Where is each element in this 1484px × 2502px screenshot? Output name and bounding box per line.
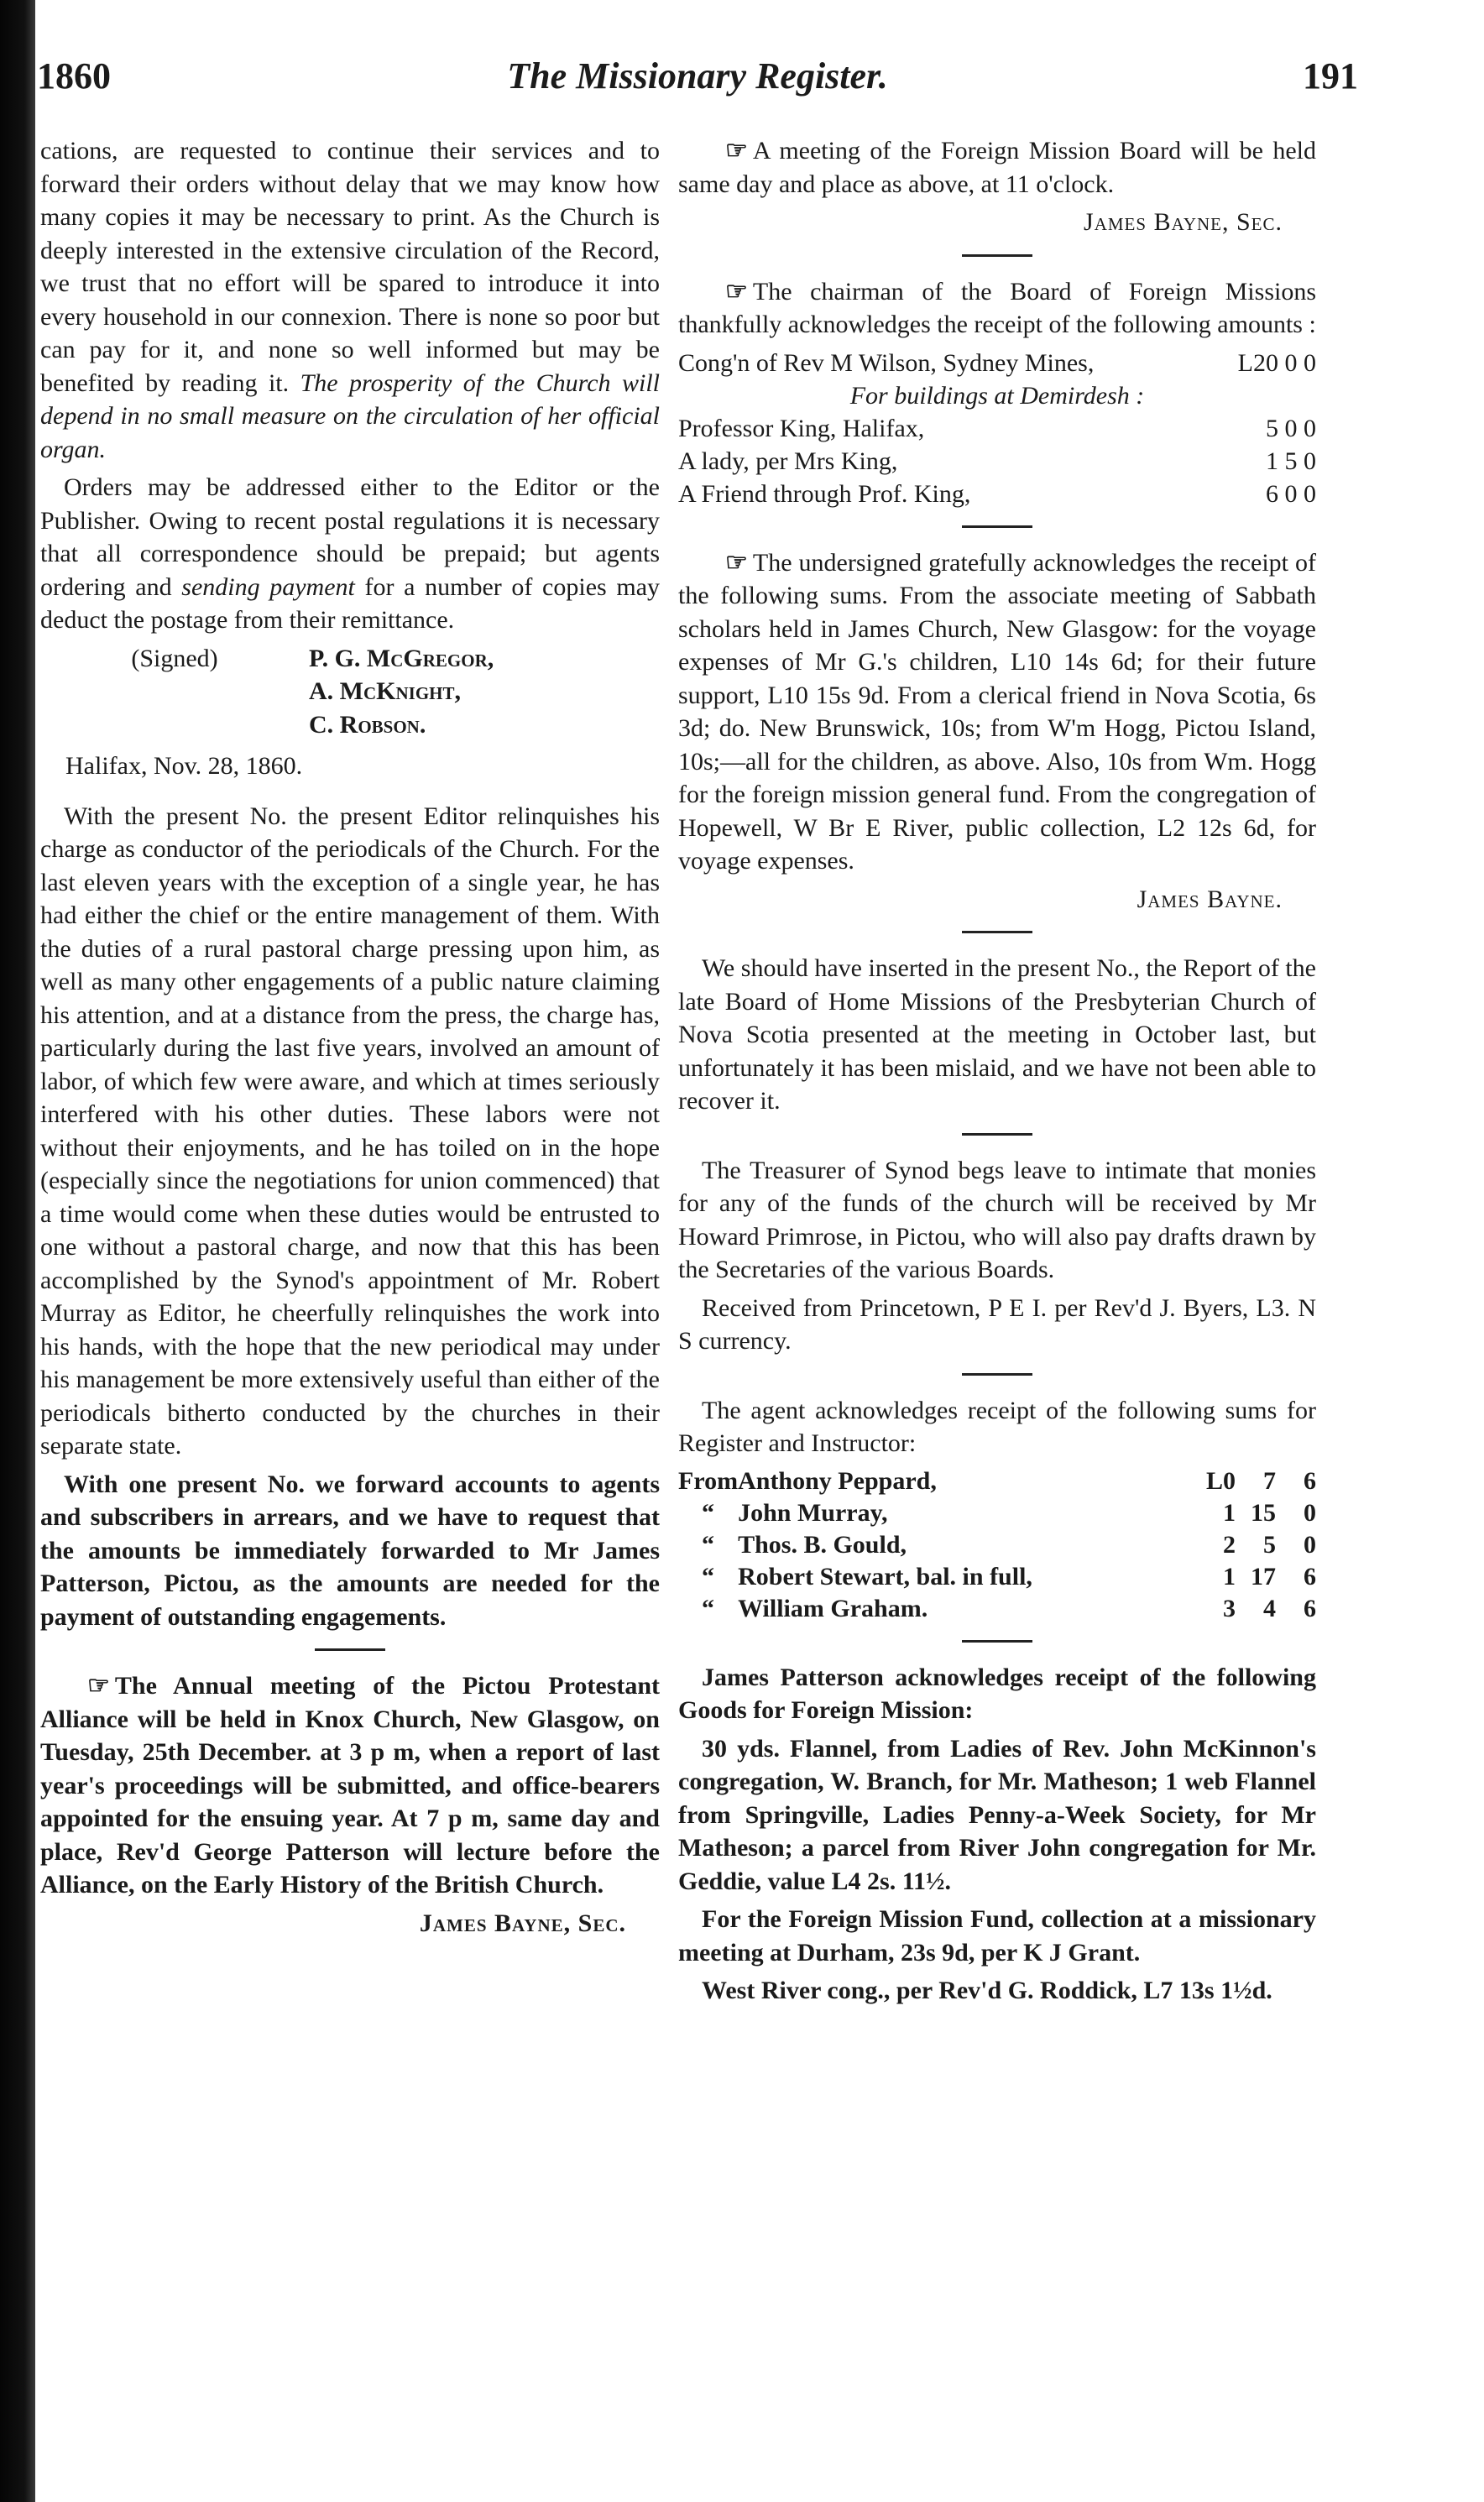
- row-pounds: 1: [1223, 1562, 1236, 1591]
- row-pounds: 2: [1223, 1530, 1236, 1559]
- header-year: 1860: [37, 55, 111, 97]
- row-prefix: “: [702, 1498, 715, 1527]
- row-shillings: 15: [1251, 1498, 1276, 1527]
- row-name: Anthony Peppard,: [738, 1466, 937, 1495]
- signature-block: [40, 642, 660, 742]
- divider-rule: [962, 1373, 1032, 1376]
- register-receipts: [678, 1465, 1316, 1625]
- amount-label: A lady, per Mrs King,: [678, 447, 898, 475]
- divider-rule: [962, 931, 1032, 933]
- table-row: [678, 347, 1316, 379]
- row-pence: 6: [1304, 1562, 1316, 1591]
- notice-7d: West River cong., per Rev'd G. Roddick, L7 13s 1½d.: [702, 1977, 1272, 2004]
- amount-value: L20 0 0: [1237, 348, 1316, 377]
- pointing-hand-icon: ☞: [725, 548, 748, 577]
- notice-5b: Received from Princetown, P E I. per Rev'd J. Byers, L3. N S currency.: [678, 1293, 1316, 1355]
- table-row: [678, 379, 1316, 412]
- table-row: [678, 445, 1316, 478]
- table-row: [678, 1593, 1316, 1625]
- table-row: [678, 412, 1316, 445]
- notice-6: The agent acknowledges receipt of the following sums for Register and Instructor:: [678, 1396, 1316, 1457]
- left-paragraph-4: With one present No. we forward accounts to agents and subscribers in arrears, and we have to request that the amounts be immediately forwarded to Mr James Patterson, Pictou, as the amounts are needed for the payment of outstanding engagements.: [40, 1470, 660, 1631]
- divider-rule: [962, 1640, 1032, 1643]
- row-prefix: “: [702, 1530, 715, 1559]
- notice-4: We should have inserted in the present No., the Report of the late Board of Home Missions of the Presbyterian Church of Nova Scotia presented at the meeting in October last, but unfortunately it has been mislaid, and we have not been able to recover it.: [678, 954, 1316, 1115]
- foreign-mission-amounts: [678, 347, 1316, 510]
- left-paragraph-2-italic: sending payment: [181, 572, 355, 601]
- right-column: [678, 134, 1316, 2013]
- left-paragraph-2-text-a: Orders may be addressed either to the Editor or the Publisher. Owing to recent postal regulations it is necessary that all correspondence should be prepaid; but agents ordering and: [40, 473, 660, 601]
- divider-rule: [962, 1133, 1032, 1136]
- row-pence: 0: [1304, 1498, 1316, 1527]
- pointing-hand-icon: ☞: [725, 137, 748, 165]
- row-pounds: 3: [1223, 1594, 1236, 1622]
- row-pence: 6: [1304, 1594, 1316, 1622]
- row-pence: 6: [1304, 1466, 1316, 1495]
- signer-1: P. G. McGregor,: [309, 644, 494, 672]
- notice-3: [678, 546, 1316, 878]
- pointing-hand-icon: ☞: [725, 277, 748, 306]
- book-spine-shadow: [0, 0, 35, 2502]
- page-header: [37, 47, 1358, 106]
- notice-3-signature: James Bayne.: [1137, 885, 1283, 913]
- left-paragraph-5: [40, 1669, 660, 1902]
- amount-value: 5 0 0: [1266, 414, 1316, 442]
- row-shillings: 7: [1263, 1466, 1276, 1495]
- notice-1: [678, 134, 1316, 201]
- table-row: [678, 1465, 1316, 1497]
- row-name: William Graham.: [738, 1594, 928, 1622]
- left-paragraph-2-text-b: for a number of copies may deduct the postage from their remittance.: [40, 572, 661, 634]
- notice-7b: 30 yds. Flannel, from Ladies of Rev. John McKinnon's congregation, W. Branch, for Mr. Matheson; 1 web Flannel from Springville, Ladies Penny-a-Week Society, for Mr Matheson; a parcel from River John congregation for Mr. Geddie, value L4 2s. 11½.: [678, 1734, 1316, 1895]
- table-row: [678, 1497, 1316, 1529]
- row-prefix: From: [678, 1466, 739, 1495]
- amount-label: A Friend through Prof. King,: [678, 479, 971, 508]
- left-paragraph-2: [40, 471, 660, 637]
- notice-3-text: The undersigned gratefully acknowledges the receipt of the following sums. From the associate meeting of Sabbath scholars held in James Church, New Glasgow: for the voyage expenses of Mr G.'s children, L10 14s 6d; for their future support, L10 15s 9d. From a clerical friend in Nova Scotia, 6s 3d; do. New Brunswick, 10s; from W'm Hogg, Pictou Island, 10s;—all for the children, as above. Also, 10s from Wm. Hogg for the foreign mission general fund. From the congregation of Hopewell, W Br E River, public collection, L2 12s 6d, for voyage expenses.: [678, 548, 1316, 875]
- row-pounds: L0: [1205, 1466, 1236, 1495]
- amount-label: Professor King, Halifax,: [678, 414, 925, 442]
- notice-5: The Treasurer of Synod begs leave to intimate that monies for any of the funds of the church will be received by Mr Howard Primrose, in Pictou, who will also pay drafts drawn by the Secretaries of the various Boards.: [678, 1156, 1316, 1283]
- left-paragraph-3: With the present No. the present Editor relinquishes his charge as conductor of the periodicals of the Church. For the last eleven years with the exception of a single year, he has had either the chief or the entire management of them. With the duties of a rural pastoral charge pressing upon him, as well as many other engagements of a public nature claiming his attention, and at a distance from the press, the charge has, particularly during the last five years, involved an amount of labor, of which few were aware, and which at times seriously interfered with his other duties. These labors were not without their enjoyments, and he has toiled on in the hope (especially since the negotiations for union commenced) that a time would come when these duties would be entrusted to one without a pastoral charge, and now that this has been accomplished by the Synod's appointment of Mr. Robert Murray as Editor, he cheerfully relinquishes the work into his hands, with the hope that the new periodical may under his management be more extensively useful than either of the periodicals bitherto conducted by the churches in their separate state.: [40, 802, 660, 1460]
- subheading: For buildings at Demirdesh :: [849, 381, 1145, 410]
- notice-7c: For the Foreign Mission Fund, collection at a missionary meeting at Durham, 23s 9d, per K J Grant.: [678, 1905, 1316, 1967]
- left-paragraph-1: [40, 134, 660, 466]
- left-paragraph-1-italic: The prosperity of the Church will depend in no small measure on the circulation of her official organ.: [40, 368, 661, 463]
- row-name: Thos. B. Gould,: [738, 1530, 907, 1559]
- divider-rule: [962, 525, 1032, 528]
- amount-value: 6 0 0: [1266, 479, 1316, 508]
- notice-1-signature: James Bayne, Sec.: [1084, 208, 1283, 236]
- row-name: John Murray,: [738, 1498, 888, 1527]
- amount-value: 1 5 0: [1266, 447, 1316, 475]
- row-pence: 0: [1304, 1530, 1316, 1559]
- row-name: Robert Stewart, bal. in full,: [738, 1562, 1032, 1591]
- dateline: Halifax, Nov. 28, 1860.: [65, 752, 303, 780]
- row-prefix: “: [702, 1594, 715, 1622]
- row-pounds: 1: [1223, 1498, 1236, 1527]
- page-number: 191: [1303, 55, 1358, 97]
- row-shillings: 5: [1263, 1530, 1276, 1559]
- row-shillings: 17: [1251, 1562, 1276, 1591]
- divider-rule: [315, 1648, 385, 1651]
- amount-label: Cong'n of Rev M Wilson, Sydney Mines,: [678, 348, 1095, 377]
- left-paragraph-5-text: The Annual meeting of the Pictou Protestant Alliance will be held in Knox Church, New Glasgow, on Tuesday, 25th December. at 3 p m, when a report of last year's proceedings will be submitted, and office-bearers appointed for the ensuing year. At 7 p m, same day and place, Rev'd George Patterson will lecture before the Alliance, on the Early History of the British Church.: [40, 1672, 660, 1899]
- notice-2: [678, 275, 1316, 342]
- left-paragraph-1-text: cations, are requested to continue their services and to forward their orders without delay that we may know how many copies it may be necessary to print. As the Church is deeply interested in the extensive circulation of the Record, we trust that no effort will be spared to introduce it into every household in our connexion. There is none so poor but can pay for it, and none so well informed but may be benefited by reading it.: [40, 137, 660, 397]
- table-row: [678, 478, 1316, 510]
- signer-2: A. McKnight,: [309, 677, 461, 705]
- notice-2-text: The chairman of the Board of Foreign Missions thankfully acknowledges the receipt of the following amounts :: [678, 277, 1316, 338]
- table-row: [678, 1529, 1316, 1561]
- notice-1-text: A meeting of the Foreign Mission Board will be held same day and place as above, at 11 o'clock.: [678, 137, 1316, 198]
- header-title: The Missionary Register.: [507, 55, 888, 97]
- signer-names: [309, 642, 660, 742]
- signed-label: (Signed): [131, 644, 218, 672]
- pointing-hand-icon: ☞: [87, 1672, 110, 1700]
- row-prefix: “: [702, 1562, 715, 1591]
- notice-7: James Patterson acknowledges receipt of the following Goods for Foreign Mission:: [678, 1663, 1316, 1724]
- divider-rule: [962, 254, 1032, 257]
- table-row: [678, 1561, 1316, 1593]
- row-shillings: 4: [1263, 1594, 1276, 1622]
- left-paragraph-5-signature: James Bayne, Sec.: [419, 1909, 626, 1937]
- signer-3: C. Robson.: [309, 710, 426, 739]
- left-column: [40, 134, 660, 1945]
